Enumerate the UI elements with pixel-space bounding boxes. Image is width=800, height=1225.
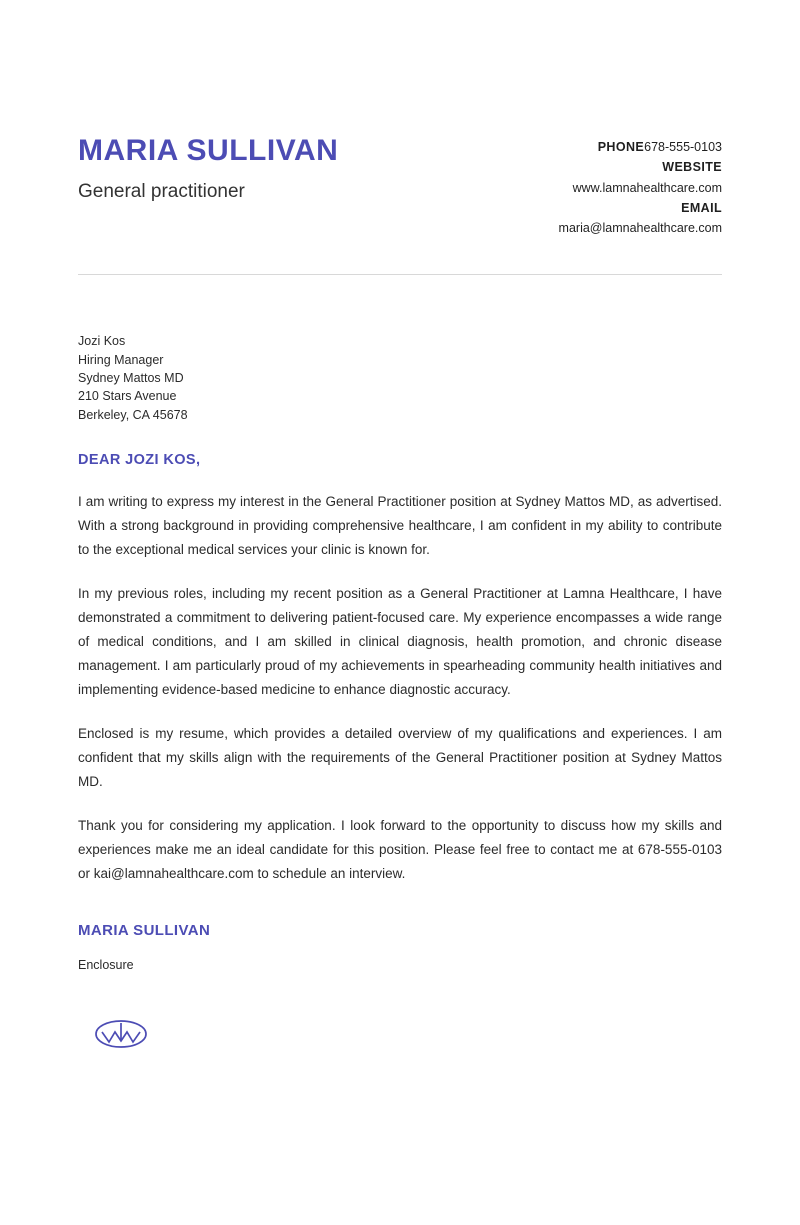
letter-body <box>78 490 722 886</box>
contact-phone-value: 678-555-0103 <box>644 140 722 154</box>
recipient-city-state-zip: Berkeley, CA 45678 <box>78 407 188 422</box>
contact-phone-row <box>502 137 722 157</box>
header-divider <box>78 274 722 275</box>
enclosure-note: Enclosure <box>78 958 134 973</box>
recipient-title: Hiring Manager <box>78 352 164 367</box>
contact-phone-label: PHONE <box>597 140 645 154</box>
sender-job-title: General practitioner <box>78 180 245 202</box>
crown-in-ellipse-logo-icon <box>93 1014 149 1054</box>
body-paragraph: Thank you for considering my application. I look forward to the opportunity to discuss how my skills and experiences make me an ideal candidate for this position. Please feel free to contact me at 678-555-0103 or kai@lamnahealthcare.com to schedule an interview. <box>78 818 722 882</box>
signature-name: MARIA SULLIVAN <box>78 922 211 940</box>
body-paragraph: I am writing to express my interest in the General Practitioner position at Sydney Mattos MD, as advertised. With a strong background in providing comprehensive healthcare, I am confident in my ability to contribute to the exceptional medical services your clinic is known for. <box>78 494 722 558</box>
recipient-name: Jozi Kos <box>78 334 126 349</box>
sender-name: MARIA SULLIVAN <box>78 134 339 167</box>
salutation: DEAR JOZI KOS, <box>78 452 201 469</box>
contact-email-value: maria@lamnahealthcare.com <box>558 221 722 235</box>
letter-header <box>78 0 722 238</box>
recipient-company: Sydney Mattos MD <box>78 371 184 385</box>
contact-website-value: www.lamnahealthcare.com <box>572 180 722 195</box>
contact-email-label: EMAIL <box>681 200 722 215</box>
recipient-street: 210 Stars Avenue <box>78 389 177 404</box>
contact-website-label: WEBSITE <box>662 160 722 175</box>
recipient-address-block <box>78 332 722 424</box>
contact-block <box>502 133 722 238</box>
body-paragraph: Enclosed is my resume, which provides a detailed overview of my qualifications and experiences. I am confident that my skills align with the requirements of the General Practitioner position at Sydney Mattos MD. <box>78 726 722 790</box>
sender-identity <box>78 133 338 203</box>
body-paragraph: In my previous roles, including my recent position as a General Practitioner at Lamna Healthcare, I have demonstrated a commitment to delivering patient-focused care. My experience encompasses a wide range of medical conditions, and I am skilled in clinical diagnosis, health promotion, and chronic disease management. I am particularly proud of my achievements in spearheading community health initiatives and implementing evidence-based medicine to enhance diagnostic accuracy. <box>78 586 722 698</box>
